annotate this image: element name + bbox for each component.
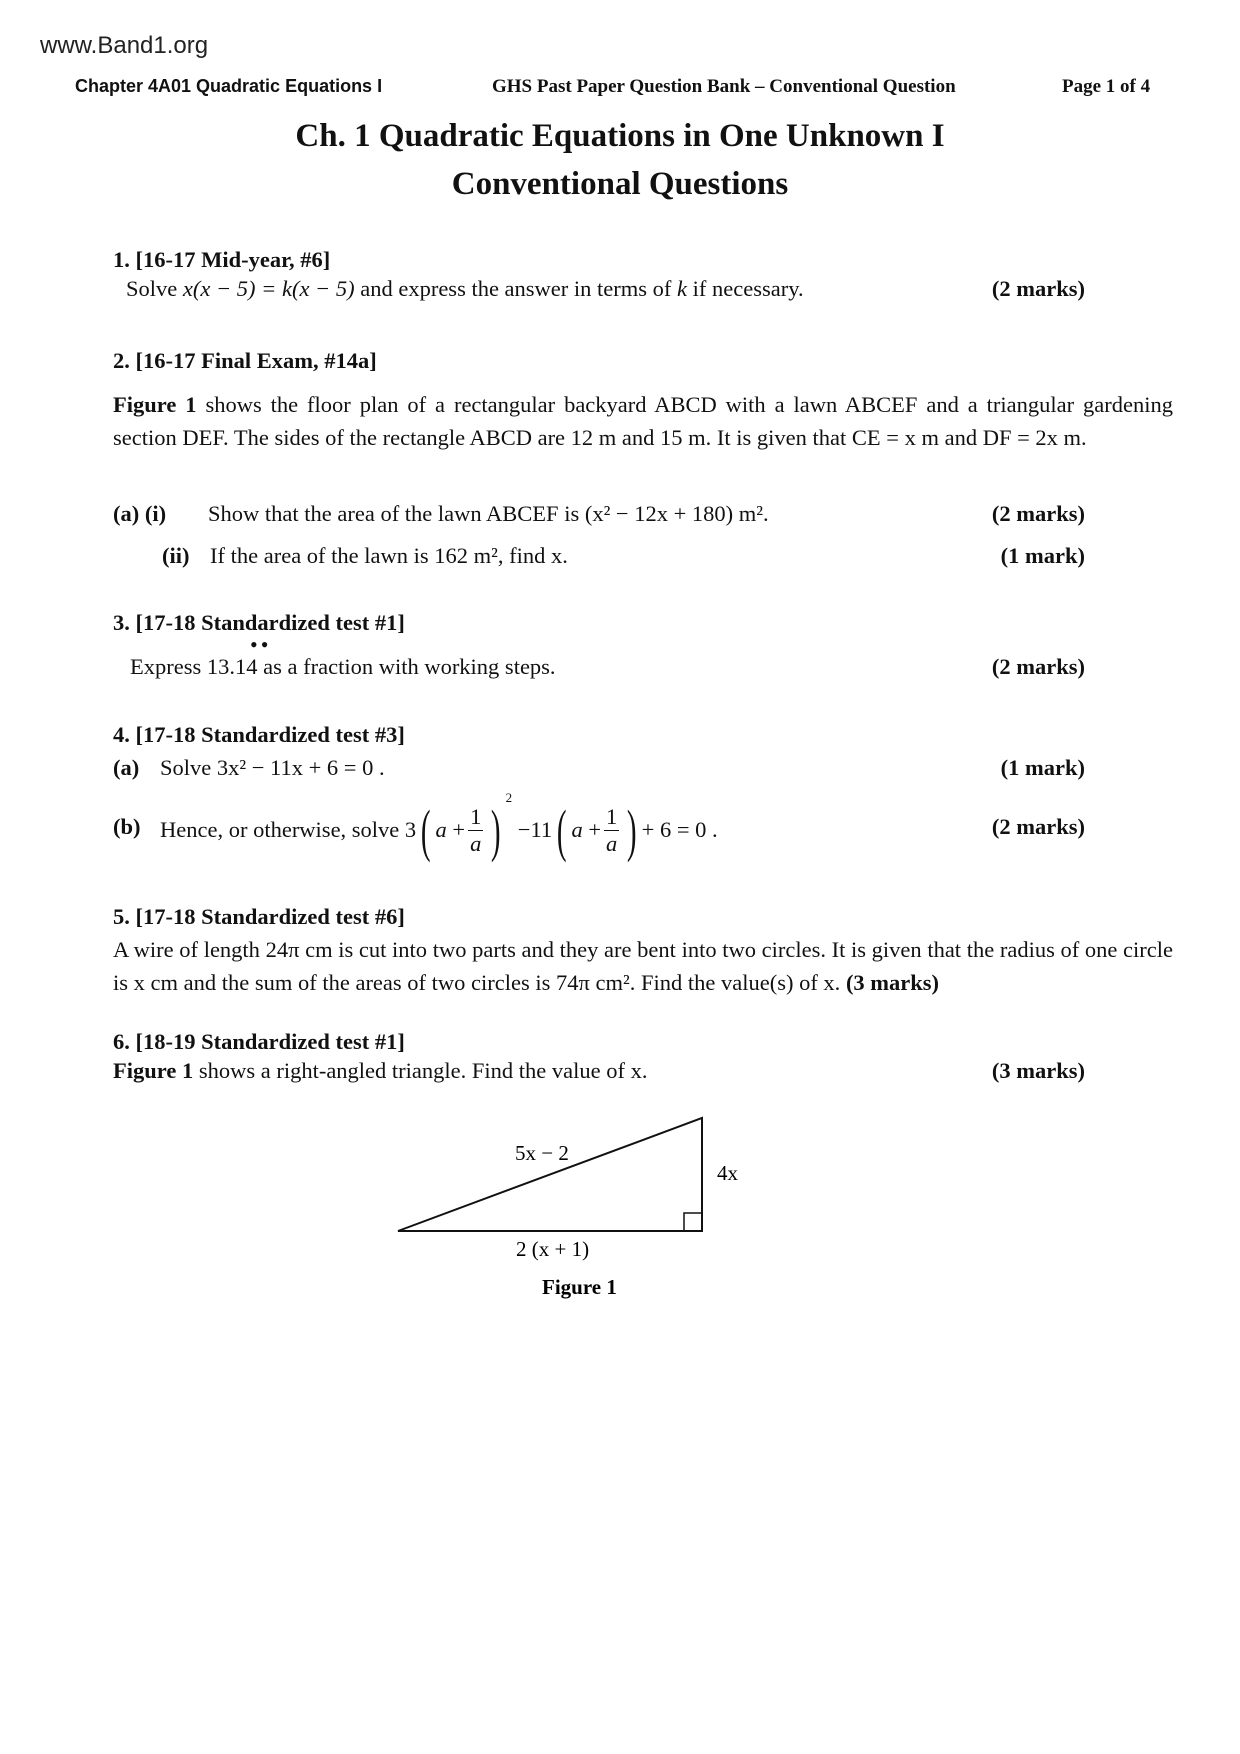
q2-ai-text: Show that the area of the lawn ABCEF is (x² − 12x + 180) m². — [208, 501, 769, 526]
q2-aii-marks: (1 mark) — [1000, 543, 1085, 568]
q2-aii-label: (ii) — [162, 543, 190, 568]
q6-text: Figure 1 shows a right-angled triangle. Find the value of x. — [113, 1058, 648, 1083]
q2-aii-text: If the area of the lawn is 162 m², find x. — [210, 543, 568, 568]
q4-a-text: Solve 3x² − 11x + 6 = 0 . — [160, 755, 385, 780]
q5-heading: 5. [17-18 Standardized test #6] — [113, 904, 405, 929]
q4-a-label: (a) — [113, 755, 140, 780]
q4-a-marks: (1 mark) — [1000, 755, 1085, 780]
right-angle-marker — [684, 1213, 702, 1231]
q4-heading: 4. [17-18 Standardized test #3] — [113, 722, 405, 747]
q3-text: Express 13.14 as a fraction with working steps. — [130, 654, 556, 679]
recurring-dots: •• — [250, 632, 272, 657]
q4-b-label: (b) — [113, 814, 141, 839]
q3-heading: 3. [17-18 Standardized test #1] — [113, 610, 405, 635]
q2-ai-marks: (2 marks) — [991, 501, 1085, 526]
page-title: Ch. 1 Quadratic Equations in One Unknown I — [295, 118, 945, 154]
vertical-side-label: 4x — [717, 1161, 738, 1185]
base-label: 2 (x + 1) — [516, 1237, 590, 1261]
q4-b-text: Hence, or otherwise, solve 3 ( a + $\frac{1}{a}$ ) $^2$ −11 ( a + $\frac{1}{a}$ ) + 6 = 0 . — [160, 790, 718, 863]
site-watermark: www.Band1.org — [40, 32, 209, 59]
hypotenuse-label: 5x − 2 — [515, 1141, 569, 1165]
q5-paragraph: A wire of length 24π cm is cut into two parts and they are bent into two circles. It is given that the radius of one circle is x cm and the sum of the areas of two circles is 74π cm². Find the value(s) of x. (3 marks) — [113, 937, 1173, 995]
header-chapter: Chapter 4A01 Quadratic Equations I — [75, 76, 383, 96]
page-subtitle: Conventional Questions — [451, 166, 789, 202]
q2-heading: 2. [16-17 Final Exam, #14a] — [113, 348, 377, 373]
q1-text: Solve x(x − 5) = k(x − 5) and express the answer in terms of k if necessary. — [126, 276, 804, 301]
q2-ai-label: (a) (i) — [113, 501, 167, 526]
header-page: Page 1 of 4 — [1062, 76, 1151, 97]
right-triangle — [398, 1118, 702, 1231]
figure-caption: Figure 1 — [542, 1275, 617, 1299]
q2-paragraph: Figure 1 shows the floor plan of a rectangular backyard ABCD with a lawn ABCEF and a triangular gardening section DEF. The sides of the rectangle ABCD are 12 m and 15 m. It is given that CE = x m and DF = 2x m. — [113, 392, 1174, 450]
header-bank: GHS Past Paper Question Bank – Conventional Question — [492, 76, 956, 97]
q4-b-marks: (2 marks) — [991, 814, 1085, 839]
q3-marks: (2 marks) — [991, 654, 1085, 679]
q1-marks: (2 marks) — [991, 276, 1085, 301]
q1-heading: 1. [16-17 Mid-year, #6] — [113, 247, 331, 272]
q6-marks: (3 marks) — [991, 1058, 1085, 1083]
q6-heading: 6. [18-19 Standardized test #1] — [113, 1029, 405, 1054]
